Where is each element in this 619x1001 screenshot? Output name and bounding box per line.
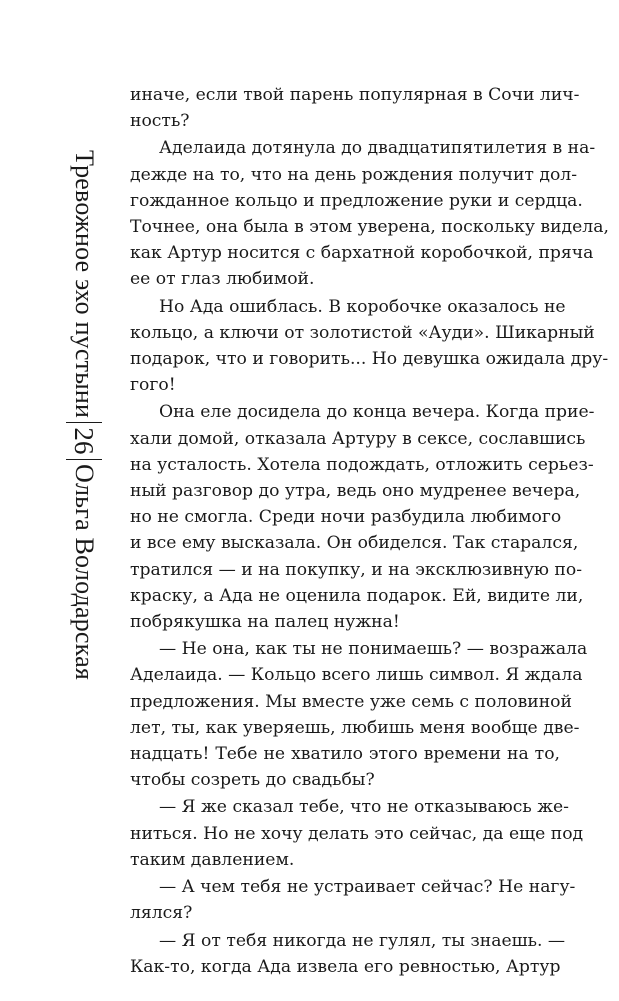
header-divider-bottom: [66, 422, 102, 423]
text-line: краску, а Ада не оценила подарок. Ей, видите ли,: [130, 585, 584, 606]
text-line: чтобы созреть до свадьбы?: [130, 770, 375, 791]
text-line: Аделаида дотянула до двадцатипятилетия в на-: [159, 138, 596, 159]
body-text: [130, 82, 609, 980]
text-line: лялся?: [130, 903, 193, 924]
text-line: таким давлением.: [130, 849, 295, 870]
text-line: дежде на то, что на день рождения получит дол-: [130, 164, 578, 185]
text-line: — А чем тебя не устраивает сейчас? Не нагу-: [159, 877, 576, 898]
text-line: как Артур носится с бархатной коробочкой, пряча: [130, 243, 594, 264]
book-title: Тревожное эхо пустыни: [70, 150, 99, 419]
text-line: Как-то, когда Ада извела его ревностью, Артур: [130, 956, 561, 977]
text-line: ный разговор до утра, ведь оно мудренее вечера,: [130, 481, 581, 502]
text-line: и все ему высказала. Он обиделся. Так старался,: [130, 533, 579, 554]
text-line: ность?: [130, 111, 190, 132]
text-line: гого!: [130, 375, 176, 396]
text-line: лет, ты, как уверяешь, любишь меня вообще две-: [130, 717, 580, 738]
text-line: — Я от тебя никогда не гулял, ты знаешь. —: [159, 930, 566, 951]
paragraph: [130, 294, 609, 399]
paragraph: [130, 399, 595, 635]
paragraph: [130, 794, 584, 873]
text-line: Точнее, она была в этом уверена, поскольку видела,: [130, 217, 609, 238]
text-line: — Не она, как ты не понимаешь? — возражала: [159, 639, 588, 660]
text-line: хали домой, отказала Артуру в сексе, сославшись: [130, 428, 586, 449]
text-line: ее от глаз любимой.: [130, 269, 315, 290]
text-line: гожданное кольцо и предложение руки и сердца.: [130, 190, 583, 211]
text-line: предложения. Мы вместе уже семь с половиной: [130, 691, 572, 712]
text-line: надцать! Тебе не хватило этого времени на то,: [130, 744, 560, 765]
running-header: [62, 150, 106, 680]
text-line: подарок, что и говорить... Но девушка ожидала дру-: [130, 349, 609, 370]
text-line: Но Ада ошиблась. В коробочке оказалось не: [159, 296, 566, 317]
text-line: но не смогла. Среди ночи разбудила любимого: [130, 507, 562, 528]
paragraph: [130, 135, 609, 292]
text-line: кольцо, а ключи от золотистой «Ауди». Шикарный: [130, 322, 595, 343]
text-line: Аделаида. — Кольцо всего лишь символ. Я ждала: [130, 665, 583, 686]
paragraph: [130, 928, 566, 980]
header-divider-top: [66, 459, 102, 460]
page-number: 26: [69, 427, 100, 455]
text-line: на усталость. Хотела подождать, отложить серьез-: [130, 454, 594, 475]
paragraph: [130, 874, 576, 926]
text-line: побрякушка на палец нужна!: [130, 612, 400, 633]
paragraph: [130, 82, 580, 134]
text-line: ниться. Но не хочу делать это сейчас, да еще под: [130, 823, 584, 844]
text-line: тратился — и на покупку, и на эксклюзивную по-: [130, 559, 583, 580]
paragraph: [130, 636, 588, 793]
text-line: Она еле досидела до конца вечера. Когда прие-: [159, 402, 595, 423]
text-line: иначе, если твой парень популярная в Сочи лич-: [130, 85, 580, 105]
text-line: — Я же сказал тебе, что не отказываюсь же-: [159, 797, 569, 818]
author-name: Ольга Володарская: [70, 464, 99, 680]
